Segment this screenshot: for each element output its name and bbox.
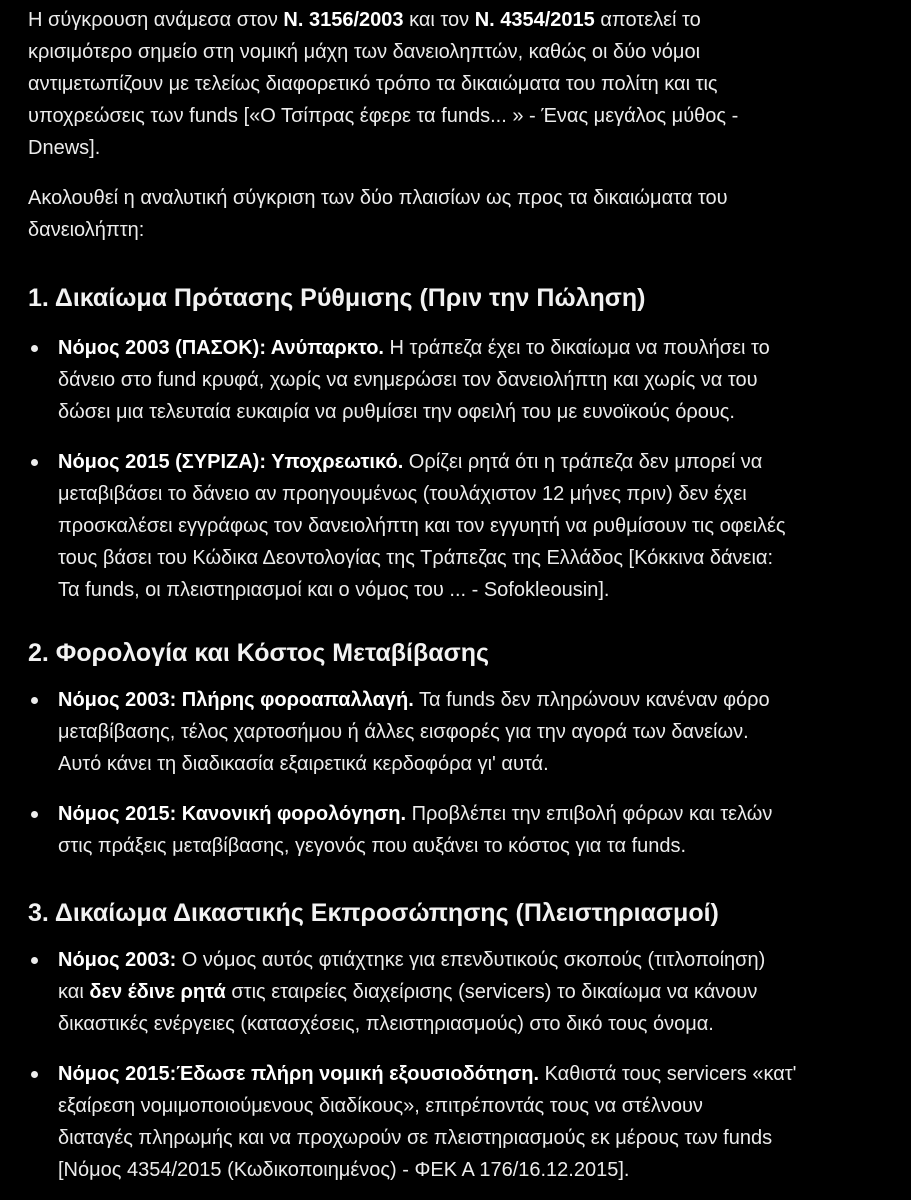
text-run: Τα funds, οι πλειστηριασμοί και ο νόμος του ... - Sofokleousin]. <box>58 579 610 601</box>
text-run: αποτελεί το <box>594 9 701 31</box>
list-item-line <box>58 510 786 542</box>
text-run: [Νόμος 4354/2015 (Κωδικοποιημένος) - ΦΕΚ Α 176/16.12.2015]. <box>58 1159 630 1181</box>
text-run: Καθιστά τους servicers «κατ' <box>539 1063 797 1085</box>
text-run: Ακολουθεί η αναλυτική σύγκριση των δύο πλαισίων ως προς τα δικαιώματα του <box>28 187 728 209</box>
text-run: τους βάσει του Κώδικα Δεοντολογίας της Τράπεζας της Ελλάδος [Κόκκινα δάνεια: <box>58 547 774 569</box>
list-item-line <box>58 1008 714 1040</box>
text-run: Dnews]. <box>28 137 101 159</box>
text-run: στις πράξεις μεταβίβασης, γεγονός που αυξάνει το κόστος για τα funds. <box>58 835 687 857</box>
text-run: Η σύγκρουση ανάμεσα στον <box>28 9 284 31</box>
text-run: Ο νόμος αυτός φτιάχτηκε για επενδυτικούς σκοπούς (τιτλοποίηση) <box>176 949 766 971</box>
text-run: και <box>58 981 90 1003</box>
list-item-line <box>58 976 757 1008</box>
text-run: διαταγές πληρωμής και να προχωρούν σε πλειστηριασμούς εκ μέρους των funds <box>58 1127 773 1149</box>
list-item-line <box>58 716 749 748</box>
bold-text-run: δεν έδινε ρητά <box>89 981 226 1003</box>
text-run: δανειολήπτη: <box>28 219 145 241</box>
bold-text-run: Ν. 3156/2003 <box>283 9 404 31</box>
text-run: στις εταιρείες διαχείρισης (servicers) το δικαίωμα να κάνουν <box>225 981 758 1003</box>
list-item-line <box>58 478 747 510</box>
text-run: Ορίζει ρητά ότι η τράπεζα δεν μπορεί να <box>403 451 763 473</box>
list-item-line <box>58 1058 796 1090</box>
text-run: μεταβιβάσει το δάνειο αν προηγουμένως (τουλάχιστον 12 μήνες πριν) δεν έχει <box>58 483 747 505</box>
list-item-line <box>58 830 686 862</box>
intro-paragraph-line <box>28 36 700 68</box>
list-item-line <box>58 748 549 780</box>
section-heading: 1. Δικαίωμα Πρότασης Ρύθμισης (Πριν την Πώληση) <box>28 284 646 312</box>
bold-text-run: Νόμος 2015: Κανονική φορολόγηση. <box>58 803 407 825</box>
text-run: προσκαλέσει εγγράφως τον δανειολήπτη και τον εγγυητή να ρυθμίσουν τις οφειλές <box>58 515 786 537</box>
bold-text-run: Νόμος 2015 (ΣΥΡΙΖΑ): Υποχρεωτικό. <box>58 451 404 473</box>
text-run: Τα funds δεν πληρώνουν κανέναν φόρο <box>413 689 770 711</box>
text-run: κρισιμότερο σημείο στη νομική μάχη των δανειοληπτών, καθώς οι δύο νόμοι <box>28 41 701 63</box>
bullet-icon <box>31 957 38 964</box>
text-run: υποχρεώσεις των funds [«Ο Τσίπρας έφερε τα funds... » - Ένας μεγάλος μύθος - <box>28 105 739 127</box>
list-item-line <box>58 332 770 364</box>
intro-paragraph-line <box>28 68 718 100</box>
intro-paragraph-line <box>28 4 701 36</box>
lead-paragraph-line <box>28 214 144 246</box>
list-item-line <box>58 944 765 976</box>
text-run: μεταβίβασης, τέλος χαρτοσήμου ή άλλες εισφορές για την αγορά των δανείων. <box>58 721 749 743</box>
list-item-line <box>58 1154 629 1186</box>
bullet-icon <box>31 1071 38 1078</box>
section-heading: 3. Δικαίωμα Δικαστικής Εκπροσώπησης (Πλειστηριασμοί) <box>28 899 719 927</box>
list-item-line <box>58 798 772 830</box>
bold-text-run: Νόμος 2003: Πλήρης φοροαπαλλαγή. <box>58 689 414 711</box>
list-item-line <box>58 364 758 396</box>
text-run: δάνειο στο fund κρυφά, χωρίς να ενημερώσει τον δανειολήπτη και χωρίς να του <box>58 369 758 391</box>
text-run: Προβλέπει την επιβολή φόρων και τελών <box>406 803 773 825</box>
bold-text-run: Ν. 4354/2015 <box>474 9 595 31</box>
text-run: αντιμετωπίζουν με τελείως διαφορετικό τρόπο τα δικαιώματα του πολίτη και τις <box>28 73 718 95</box>
list-item-line <box>58 542 773 574</box>
intro-paragraph-line <box>28 132 100 164</box>
bullet-icon <box>31 459 38 466</box>
list-item-line <box>58 684 770 716</box>
text-run: Αυτό κάνει τη διαδικασία εξαιρετικά κερδοφόρα γι' αυτά. <box>58 753 549 775</box>
list-item-line <box>58 396 735 428</box>
text-run: και τον <box>403 9 475 31</box>
text-run: δώσει μια τελευταία ευκαιρία να ρυθμίσει την οφειλή του με ευνοϊκούς όρους. <box>58 401 735 423</box>
bold-text-run: Νόμος 2015:Έδωσε πλήρη νομική εξουσιοδότηση. <box>58 1063 540 1085</box>
text-run: δικαστικές ενέργειες (κατασχέσεις, πλειστηριασμούς) στο δικό τους όνομα. <box>58 1013 714 1035</box>
list-item-line <box>58 574 609 606</box>
bullet-icon <box>31 811 38 818</box>
bold-text-run: Νόμος 2003 (ΠΑΣΟΚ): Ανύπαρκτο. <box>58 337 384 359</box>
bullet-icon <box>31 697 38 704</box>
list-item-line <box>58 1122 772 1154</box>
bold-text-run: Νόμος 2003: <box>58 949 177 971</box>
text-run: Η τράπεζα έχει το δικαίωμα να πουλήσει το <box>384 337 770 359</box>
text-run: εξαίρεση νομιμοποιούμενους διαδίκους», επιτρέποντάς τους να στέλνουν <box>58 1095 703 1117</box>
lead-paragraph-line <box>28 182 728 214</box>
list-item-line <box>58 1090 703 1122</box>
bullet-icon <box>31 345 38 352</box>
intro-paragraph-line <box>28 100 738 132</box>
list-item-line <box>58 446 762 478</box>
section-heading: 2. Φορολογία και Κόστος Μεταβίβασης <box>28 639 489 667</box>
